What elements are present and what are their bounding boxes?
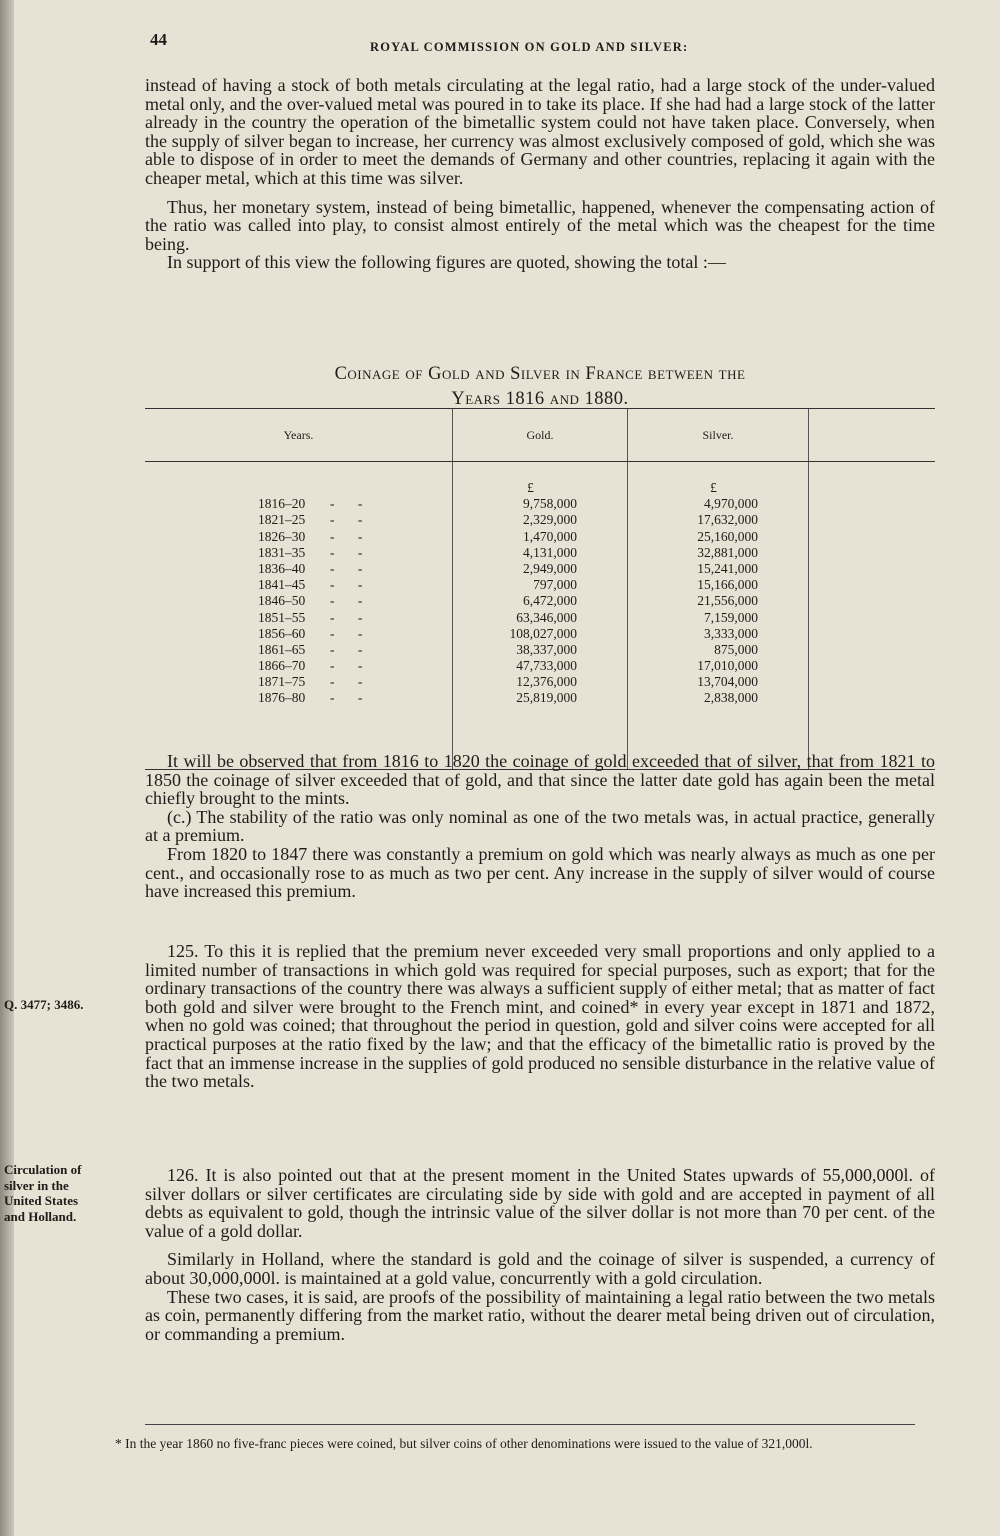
page-gutter-shadow <box>0 0 14 1536</box>
silver-cell: 32,881,000 <box>697 544 758 560</box>
paragraph: From 1820 to 1847 there was constantly a premium on gold which was nearly always as much as one per cent., and occasionally rose to as much as two per cent. Any increase in the supply of silver would of course have increased this premium. <box>145 843 935 902</box>
table-row: 1856–60 - - <box>258 625 373 641</box>
margin-note-question-ref: Q. 3477; 3486. <box>4 997 84 1012</box>
paragraph-125: 125. To this it is replied that the premium never exceeded very small proportions and only applied to a limited number of transactions in which gold was required for special purposes, such as export; that for the ordinary transactions of the country there was always a sufficient supply of either metal; that as matter of fact both gold and silver were brought to the French mint, and coined* in every year except in 1871 and 1872, when no gold was coined; that throughout the period in question, gold and silver coins were accepted for all practical purposes at the ratio fixed by the law; and that the efficacy of the bimetallic ratio is proved by the fact that an immense increase in the supplies of gold produced no sensible disturbance in the relative value of the two metals. <box>145 941 935 1092</box>
gold-cell: 63,346,000 <box>516 609 577 625</box>
text-block-125 <box>145 942 935 1091</box>
paragraph: These two cases, it is said, are proofs of the possibility of maintaining a legal ratio between the two metals as coin, permanently differing from the market ratio, without the dearer metal being driven out of circulation, or commanding a premium. <box>145 1286 935 1344</box>
table-title-line1: Coinage of Gold and Silver in France between the <box>334 364 746 384</box>
table-row: 1831–35 - - <box>258 544 373 560</box>
table-row: 1876–80 - - <box>258 690 373 706</box>
gold-cell: 38,337,000 <box>516 641 577 657</box>
silver-cell: 875,000 <box>714 641 758 657</box>
silver-cell: 13,704,000 <box>697 674 758 690</box>
coinage-table <box>145 408 935 770</box>
silver-cell: 7,159,000 <box>704 609 758 625</box>
paragraph: Thus, her monetary system, instead of being bimetallic, happened, whenever the compensating action of the ratio was called into play, to consist almost entirely of the metal which was the cheapest for the time being. <box>145 196 935 254</box>
text-block-intro <box>145 76 935 272</box>
gold-cell: 1,470,000 <box>523 528 577 544</box>
table-title-line2: Years 1816 and 1880. <box>451 389 629 409</box>
paragraph: (c.) The stability of the ratio was only nominal as one of the two metals was, in actual practice, generally at a premium. <box>145 806 935 846</box>
silver-cell: 4,970,000 <box>704 496 758 512</box>
gold-cell: 6,472,000 <box>523 593 577 609</box>
blank-column <box>809 462 936 770</box>
silver-cell: 25,160,000 <box>697 528 758 544</box>
silver-cell: 15,241,000 <box>697 560 758 576</box>
footnote: * In the year 1860 no five-franc pieces were coined, but silver coins of other denominations were issued to the value of 321,000l. <box>115 1436 813 1451</box>
years-column <box>145 462 453 770</box>
gold-column <box>453 462 628 770</box>
header-blank <box>809 409 936 462</box>
header-silver: Silver. <box>628 409 809 462</box>
gold-cell: 4,131,000 <box>523 544 577 560</box>
header-gold: Gold. <box>453 409 628 462</box>
table-row: 1871–75 - - <box>258 674 373 690</box>
gold-cell: 108,027,000 <box>509 625 577 641</box>
paragraph: Similarly in Holland, where the standard is gold and the coinage of silver is suspended, a currency of about 30,000,000l. is maintained at a gold value, concurrently with a gold circulation. <box>145 1249 935 1288</box>
gold-cell: 797,000 <box>533 577 577 593</box>
silver-cell: 3,333,000 <box>704 625 758 641</box>
silver-cell: 17,632,000 <box>697 512 758 528</box>
table-row: 1851–55 - - <box>258 609 373 625</box>
gold-currency-symbol: £ <box>527 480 534 495</box>
gold-cell: 25,819,000 <box>516 690 577 706</box>
table-row: 1866–70 - - <box>258 658 373 674</box>
paragraph: In support of this view the following figures are quoted, showing the total :— <box>167 252 726 273</box>
header-years: Years. <box>145 409 453 462</box>
paragraph: It will be observed that from 1816 to 1820 the coinage of gold exceeded that of silver, that from 1821 to 1850 the coinage of silver exceeded that of gold, and that since the latter date gold has again been the metal chiefly brought to the mints. <box>145 751 935 809</box>
table-row: 1821–25 - - <box>258 512 373 528</box>
silver-column <box>628 462 809 770</box>
text-block-observations <box>145 752 935 901</box>
gold-cell: 47,733,000 <box>516 658 577 674</box>
table-row: 1861–65 - - <box>258 641 373 657</box>
gold-cell: 12,376,000 <box>516 674 577 690</box>
silver-currency-symbol: £ <box>710 480 717 495</box>
page-number: 44 <box>150 30 167 49</box>
running-head: ROYAL COMMISSION ON GOLD AND SILVER: <box>370 40 689 54</box>
paragraph: 126. It is also pointed out that at the present moment in the United States upwards of 55,000,000l. of silver dollars or silver certificates are circulating side by side with gold and are accepted in payment of all debts as equivalent to gold, though the intrinsic value of the silver dollar is not more than 70 per cent. of the value of a gold dollar. <box>145 1165 935 1241</box>
table-row: 1836–40 - - <box>258 560 373 576</box>
table-row: 1826–30 - - <box>258 528 373 544</box>
footnote-rule <box>145 1424 915 1425</box>
silver-cell: 17,010,000 <box>697 658 758 674</box>
table-row: 1816–20 - - <box>258 496 373 512</box>
gold-cell: 2,329,000 <box>523 512 577 528</box>
table-title <box>145 362 935 412</box>
gold-cell: 2,949,000 <box>523 560 577 576</box>
silver-cell: 15,166,000 <box>697 577 758 593</box>
paragraph: instead of having a stock of both metals circulating at the legal ratio, had a large stock of the under-valued metal only, and the over-valued metal was poured in to take its place. If she had had a large stock of the latter already in the country the operation of the bimetallic system could not have taken place. Conversely, when the supply of silver began to increase, her currency was almost exclusively composed of gold, which she was able to dispose of in order to meet the demands of Germany and other countries, replacing it again with the cheaper metal, which at this time was silver. <box>145 75 935 188</box>
margin-note-circulation: Circulation of silver in the United States and Holland. <box>4 1162 82 1224</box>
table-row: 1846–50 - - <box>258 593 373 609</box>
silver-cell: 21,556,000 <box>697 593 758 609</box>
silver-cell: 2,838,000 <box>704 690 758 706</box>
text-block-126 <box>145 1166 935 1343</box>
gold-cell: 9,758,000 <box>523 496 577 512</box>
table-row: 1841–45 - - <box>258 577 373 593</box>
